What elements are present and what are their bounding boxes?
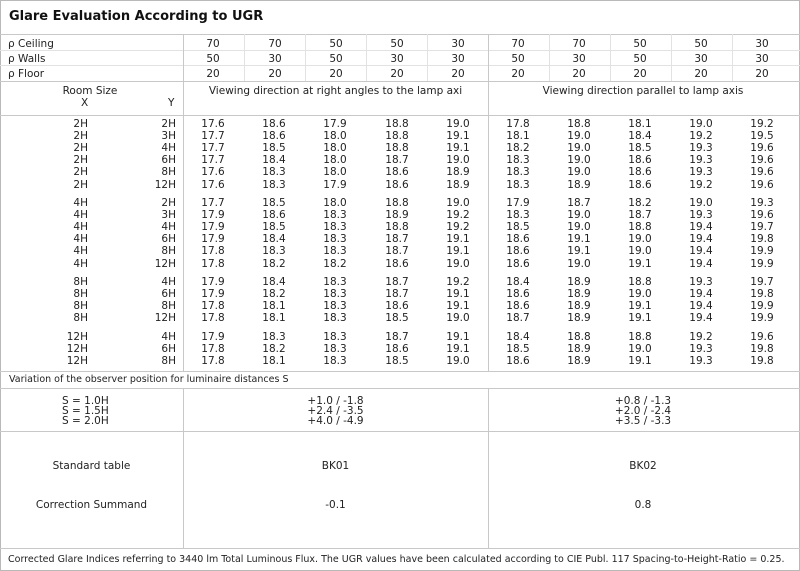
ugr-value: 18.9	[385, 209, 409, 222]
ugr-value: 19.6	[750, 154, 774, 167]
standard-table-label: Standard table	[52, 460, 131, 472]
ugr-value: 18.3	[262, 178, 286, 191]
ugr-value: 19.6	[750, 178, 774, 191]
ugr-value: 18.5	[385, 312, 409, 325]
ugr-value: 18.5	[262, 197, 286, 209]
ugr-value: 18.6	[385, 178, 409, 191]
room-x-value: 8H	[73, 288, 88, 301]
ugr-value: 19.8	[750, 233, 774, 246]
room-y-value: 6H	[161, 233, 176, 246]
ugr-value: 18.0	[323, 197, 347, 209]
reflectance-value: 20	[511, 68, 525, 80]
floor-label: ρ Floor	[8, 68, 45, 80]
room-x-value: 4H	[73, 257, 88, 270]
ugr-value: 18.0	[323, 142, 347, 155]
ugr-value: 17.8	[506, 118, 530, 130]
divider	[0, 548, 800, 549]
ugr-value: 17.7	[201, 197, 225, 209]
divider	[0, 115, 800, 116]
reflectance-value: 50	[206, 53, 220, 65]
ugr-value: 18.6	[262, 209, 286, 222]
ugr-value: 18.9	[567, 312, 591, 325]
ugr-value: 18.9	[567, 178, 591, 191]
variation-value: +2.0 / -2.4	[614, 405, 672, 417]
ugr-value: 18.6	[628, 178, 652, 191]
divider	[0, 388, 800, 389]
variation-parallel	[488, 396, 798, 426]
ugr-value: 18.1	[262, 355, 286, 368]
ugr-value: 19.4	[689, 245, 713, 258]
ugr-value: 18.4	[628, 130, 652, 143]
room-size-label: Room Size	[62, 85, 118, 97]
ugr-value: 18.3	[323, 209, 347, 222]
ceiling-label: ρ Ceiling	[8, 38, 54, 50]
s-label: S = 1.0H	[62, 395, 109, 407]
variation-value: +3.5 / -3.3	[614, 415, 672, 427]
ugr-value: 19.3	[689, 166, 713, 179]
ugr-value: 19.1	[446, 142, 470, 155]
room-y-value: 8H	[161, 245, 176, 258]
ugr-value: 18.6	[385, 257, 409, 270]
reflectance-value: 50	[329, 38, 343, 50]
ugr-value: 18.3	[323, 221, 347, 234]
ugr-value: 18.6	[385, 300, 409, 313]
ugr-value: 18.8	[385, 197, 409, 209]
room-x-value: 2H	[73, 142, 88, 155]
room-y-value: 2H	[161, 118, 176, 130]
reflectance-value: 20	[633, 68, 647, 80]
room-y-value: 4H	[161, 331, 176, 343]
ugr-value: 18.8	[385, 221, 409, 234]
row-separator	[0, 65, 800, 66]
ugr-value: 19.1	[446, 300, 470, 313]
ugr-value: 19.2	[446, 221, 470, 234]
ugr-value: 19.0	[446, 355, 470, 368]
ugr-value: 19.6	[750, 166, 774, 179]
room-y-value: 3H	[161, 209, 176, 222]
ugr-value: 18.4	[506, 331, 530, 343]
ugr-value: 18.4	[506, 276, 530, 288]
ugr-value: 19.8	[750, 343, 774, 356]
ugr-value: 19.1	[446, 245, 470, 258]
room-y-value: 12H	[154, 257, 176, 270]
ugr-value: 17.9	[323, 178, 347, 191]
ugr-value: 19.0	[446, 154, 470, 167]
ugr-value: 19.1	[446, 343, 470, 356]
ugr-value: 19.1	[446, 288, 470, 301]
ugr-value: 18.6	[628, 154, 652, 167]
ugr-value: 18.2	[262, 257, 286, 270]
ugr-value: 19.0	[567, 130, 591, 143]
ugr-value: 18.1	[506, 130, 530, 143]
room-x-value: 4H	[73, 245, 88, 258]
ugr-value: 19.0	[446, 312, 470, 325]
reflectance-value: 70	[206, 38, 220, 50]
ugr-value: 19.9	[750, 312, 774, 325]
reflectance-value: 50	[633, 53, 647, 65]
room-y-value: 2H	[161, 197, 176, 209]
ugr-value: 19.1	[628, 355, 652, 368]
room-x-value: 2H	[73, 130, 88, 143]
ugr-value: 19.1	[628, 312, 652, 325]
ugr-value: 19.0	[628, 245, 652, 258]
ugr-value: 19.8	[750, 355, 774, 368]
ugr-value: 18.6	[385, 166, 409, 179]
reflectance-value: 30	[451, 38, 465, 50]
reflectance-value: 20	[694, 68, 708, 80]
s-distance-list	[62, 396, 109, 426]
room-x-value: 8H	[73, 312, 88, 325]
room-x-value: 4H	[73, 221, 88, 234]
ugr-value: 19.0	[446, 118, 470, 130]
ugr-value: 18.3	[506, 209, 530, 222]
ugr-value: 19.0	[567, 142, 591, 155]
ugr-value: 18.2	[323, 257, 347, 270]
ugr-value: 19.0	[567, 221, 591, 234]
ugr-value: 18.5	[628, 142, 652, 155]
ugr-value: 19.3	[750, 197, 774, 209]
ugr-value: 18.8	[628, 331, 652, 343]
reflectance-value: 20	[755, 68, 769, 80]
ugr-value: 17.8	[201, 245, 225, 258]
ugr-value: 19.0	[628, 233, 652, 246]
ugr-value: 18.7	[385, 276, 409, 288]
reflectance-value: 20	[206, 68, 220, 80]
ugr-value: 19.3	[689, 343, 713, 356]
room-y-value: 8H	[161, 300, 176, 313]
ugr-value: 17.9	[201, 221, 225, 234]
standard-table-value-parallel: BK02	[629, 460, 657, 472]
ugr-value: 18.4	[262, 154, 286, 167]
reflectance-value: 20	[329, 68, 343, 80]
reflectance-value: 30	[694, 53, 708, 65]
room-y-value: 4H	[161, 276, 176, 288]
room-x-value: 12H	[66, 331, 88, 343]
ugr-value: 18.6	[506, 257, 530, 270]
room-x-value: 2H	[73, 118, 88, 130]
footnote: Corrected Glare Indices referring to 3440 lm Total Luminous Flux. The UGR values have been calculated according to CIE Publ. 117 Spacing-to-Height-Ratio = 0.25.	[8, 554, 785, 565]
ugr-value: 18.9	[567, 300, 591, 313]
reflectance-value: 20	[268, 68, 282, 80]
room-y-value: 6H	[161, 288, 176, 301]
ugr-value: 17.6	[201, 166, 225, 179]
reflectance-value: 30	[572, 53, 586, 65]
ugr-value: 19.0	[689, 118, 713, 130]
reflectance-value: 30	[268, 53, 282, 65]
ugr-value: 19.1	[446, 233, 470, 246]
ugr-value: 18.5	[506, 221, 530, 234]
ugr-value: 18.9	[446, 178, 470, 191]
reflectance-value: 50	[633, 38, 647, 50]
ugr-value: 19.4	[689, 221, 713, 234]
ugr-value: 19.0	[567, 209, 591, 222]
ugr-value: 17.7	[201, 154, 225, 167]
ugr-value: 19.2	[750, 118, 774, 130]
ugr-value: 19.0	[628, 288, 652, 301]
ugr-value: 19.9	[750, 300, 774, 313]
ugr-value: 19.2	[446, 209, 470, 222]
ugr-value: 18.5	[262, 142, 286, 155]
ugr-value: 19.4	[689, 312, 713, 325]
correction-value-parallel: 0.8	[634, 499, 652, 511]
ugr-value: 19.2	[689, 331, 713, 343]
walls-label: ρ Walls	[8, 53, 46, 65]
variation-value: +4.0 / -4.9	[307, 415, 364, 427]
room-y-value: 8H	[161, 166, 176, 179]
ugr-value: 17.8	[201, 312, 225, 325]
ugr-value: 18.8	[385, 118, 409, 130]
ugr-value: 18.9	[567, 288, 591, 301]
y-axis-label: Y	[168, 97, 175, 109]
ugr-value: 18.4	[262, 276, 286, 288]
ugr-value: 18.3	[323, 233, 347, 246]
ugr-value: 19.3	[689, 154, 713, 167]
room-y-value: 8H	[161, 355, 176, 368]
room-x-value: 8H	[73, 300, 88, 313]
reflectance-value: 20	[572, 68, 586, 80]
variation-perpendicular	[183, 396, 488, 426]
ugr-value: 19.1	[628, 257, 652, 270]
ugr-value: 19.1	[628, 300, 652, 313]
ugr-value: 19.5	[750, 130, 774, 143]
ugr-value: 18.7	[385, 245, 409, 258]
ugr-value: 17.9	[201, 288, 225, 301]
ugr-value: 18.3	[506, 178, 530, 191]
page-title: Glare Evaluation According to UGR	[9, 9, 264, 24]
divider	[0, 431, 800, 432]
ugr-value: 18.3	[262, 166, 286, 179]
ugr-value: 18.3	[323, 288, 347, 301]
reflectance-value: 20	[451, 68, 465, 80]
room-y-value: 3H	[161, 130, 176, 143]
ugr-value: 19.2	[689, 130, 713, 143]
ugr-value: 19.0	[567, 257, 591, 270]
ugr-value: 18.0	[323, 154, 347, 167]
divider	[0, 34, 800, 35]
reflectance-value: 50	[511, 53, 525, 65]
ugr-value: 18.3	[323, 331, 347, 343]
ugr-value: 18.3	[262, 245, 286, 258]
room-y-value: 12H	[154, 178, 176, 191]
ugr-value: 19.7	[750, 221, 774, 234]
ugr-value: 19.4	[689, 288, 713, 301]
ugr-value: 18.2	[628, 197, 652, 209]
room-x-value: 8H	[73, 276, 88, 288]
ugr-value: 17.9	[201, 276, 225, 288]
ugr-value: 18.0	[323, 166, 347, 179]
ugr-value: 17.9	[201, 233, 225, 246]
ugr-value: 17.8	[201, 300, 225, 313]
ugr-value: 18.5	[506, 343, 530, 356]
ugr-value: 18.3	[323, 312, 347, 325]
variation-value: +2.4 / -3.5	[307, 405, 364, 417]
divider	[0, 81, 800, 82]
ugr-value: 17.9	[201, 331, 225, 343]
ugr-value: 18.7	[628, 209, 652, 222]
ugr-value: 19.1	[446, 130, 470, 143]
ugr-value: 19.4	[689, 300, 713, 313]
ugr-value: 18.8	[567, 331, 591, 343]
ugr-value: 18.7	[506, 312, 530, 325]
ugr-value: 18.8	[628, 221, 652, 234]
ugr-value: 18.6	[262, 130, 286, 143]
ugr-value: 18.8	[385, 142, 409, 155]
room-x-value: 2H	[73, 154, 88, 167]
ugr-value: 19.0	[628, 343, 652, 356]
ugr-value: 18.3	[506, 166, 530, 179]
ugr-value: 18.8	[567, 118, 591, 130]
ugr-value: 18.3	[323, 355, 347, 368]
divider	[0, 371, 800, 372]
ugr-value: 19.6	[750, 209, 774, 222]
ugr-value: 17.8	[201, 355, 225, 368]
room-x-value: 2H	[73, 178, 88, 191]
reflectance-value: 30	[451, 53, 465, 65]
ugr-value: 19.8	[750, 288, 774, 301]
reflectance-value: 70	[511, 38, 525, 50]
ugr-value: 17.9	[506, 197, 530, 209]
reflectance-value: 30	[755, 53, 769, 65]
room-x-value: 12H	[66, 343, 88, 356]
reflectance-value: 50	[694, 38, 708, 50]
correction-label: Correction Summand	[35, 499, 148, 511]
ugr-value: 19.9	[750, 245, 774, 258]
reflectance-value: 70	[572, 38, 586, 50]
reflectance-value: 50	[390, 38, 404, 50]
ugr-value: 18.9	[567, 343, 591, 356]
ugr-value: 19.6	[750, 331, 774, 343]
ugr-value: 17.7	[201, 130, 225, 143]
ugr-value: 19.4	[689, 257, 713, 270]
ugr-value: 19.3	[689, 209, 713, 222]
ugr-value: 19.2	[689, 178, 713, 191]
ugr-value: 19.2	[446, 276, 470, 288]
room-y-value: 6H	[161, 343, 176, 356]
ugr-value: 18.2	[506, 142, 530, 155]
ugr-value: 18.1	[628, 118, 652, 130]
standard-table-value-perpendicular: BK01	[321, 460, 350, 472]
ugr-value: 18.0	[323, 130, 347, 143]
ugr-value: 19.6	[750, 142, 774, 155]
ugr-value: 19.3	[689, 276, 713, 288]
ugr-value: 19.0	[567, 166, 591, 179]
ugr-value: 17.6	[201, 178, 225, 191]
room-y-value: 12H	[154, 312, 176, 325]
s-label: S = 2.0H	[62, 415, 109, 427]
room-x-value: 2H	[73, 166, 88, 179]
ugr-value: 19.0	[446, 197, 470, 209]
ugr-value: 19.0	[567, 154, 591, 167]
reflectance-value: 30	[390, 53, 404, 65]
correction-value-perpendicular: -0.1	[325, 499, 346, 511]
ugr-value: 18.8	[628, 276, 652, 288]
ugr-value: 17.9	[201, 209, 225, 222]
ugr-value: 18.3	[262, 331, 286, 343]
ugr-value: 18.5	[262, 221, 286, 234]
variation-value: +0.8 / -1.3	[614, 395, 672, 407]
ugr-value: 19.3	[689, 142, 713, 155]
ugr-value: 18.6	[628, 166, 652, 179]
ugr-value: 18.9	[567, 355, 591, 368]
ugr-value: 19.4	[689, 233, 713, 246]
ugr-value: 17.8	[201, 343, 225, 356]
ugr-value: 18.7	[385, 331, 409, 343]
view-parallel-header: Viewing direction parallel to lamp axis	[542, 85, 744, 97]
ugr-value: 19.0	[689, 197, 713, 209]
ugr-value: 18.7	[385, 154, 409, 167]
reflectance-value: 30	[755, 38, 769, 50]
ugr-value: 19.0	[446, 257, 470, 270]
ugr-value: 18.3	[323, 245, 347, 258]
view-perpendicular-header: Viewing direction at right angles to the lamp axi	[208, 85, 463, 97]
ugr-value: 18.2	[262, 343, 286, 356]
ugr-value: 18.6	[506, 300, 530, 313]
ugr-value: 19.1	[567, 233, 591, 246]
reflectance-value: 50	[329, 53, 343, 65]
ugr-value: 17.6	[201, 118, 225, 130]
ugr-value: 18.7	[567, 197, 591, 209]
row-separator	[0, 50, 800, 51]
ugr-value: 19.1	[446, 331, 470, 343]
ugr-value: 18.9	[567, 276, 591, 288]
room-y-value: 4H	[161, 221, 176, 234]
ugr-value: 18.5	[385, 355, 409, 368]
ugr-value: 18.6	[506, 355, 530, 368]
ugr-value: 18.3	[323, 276, 347, 288]
ugr-value: 18.6	[506, 233, 530, 246]
reflectance-value: 20	[390, 68, 404, 80]
variation-label: Variation of the observer position for luminaire distances S	[9, 374, 289, 385]
ugr-value: 19.7	[750, 276, 774, 288]
ugr-value: 18.1	[262, 300, 286, 313]
s-label: S = 1.5H	[62, 405, 109, 417]
ugr-value: 19.1	[567, 245, 591, 258]
ugr-value: 18.3	[323, 300, 347, 313]
x-axis-label: X	[81, 97, 89, 109]
room-x-value: 4H	[73, 197, 88, 209]
ugr-value: 18.7	[385, 288, 409, 301]
ugr-value: 18.6	[506, 288, 530, 301]
ugr-value: 19.3	[689, 355, 713, 368]
ugr-value: 17.9	[323, 118, 347, 130]
ugr-value: 17.8	[201, 257, 225, 270]
room-y-value: 6H	[161, 154, 176, 167]
ugr-value: 18.6	[506, 245, 530, 258]
ugr-value: 17.7	[201, 142, 225, 155]
ugr-value: 18.4	[262, 233, 286, 246]
ugr-value: 19.9	[750, 257, 774, 270]
ugr-value: 18.1	[262, 312, 286, 325]
ugr-value: 18.6	[385, 343, 409, 356]
ugr-value: 18.7	[385, 233, 409, 246]
ugr-value: 18.8	[385, 130, 409, 143]
ugr-value: 18.2	[262, 288, 286, 301]
ugr-value: 18.9	[446, 166, 470, 179]
variation-value: +1.0 / -1.8	[307, 395, 364, 407]
room-y-value: 4H	[161, 142, 176, 155]
room-x-value: 4H	[73, 209, 88, 222]
room-x-value: 12H	[66, 355, 88, 368]
room-x-value: 4H	[73, 233, 88, 246]
ugr-value: 18.3	[323, 343, 347, 356]
ugr-value: 18.3	[506, 154, 530, 167]
reflectance-value: 70	[268, 38, 282, 50]
ugr-value: 18.6	[262, 118, 286, 130]
